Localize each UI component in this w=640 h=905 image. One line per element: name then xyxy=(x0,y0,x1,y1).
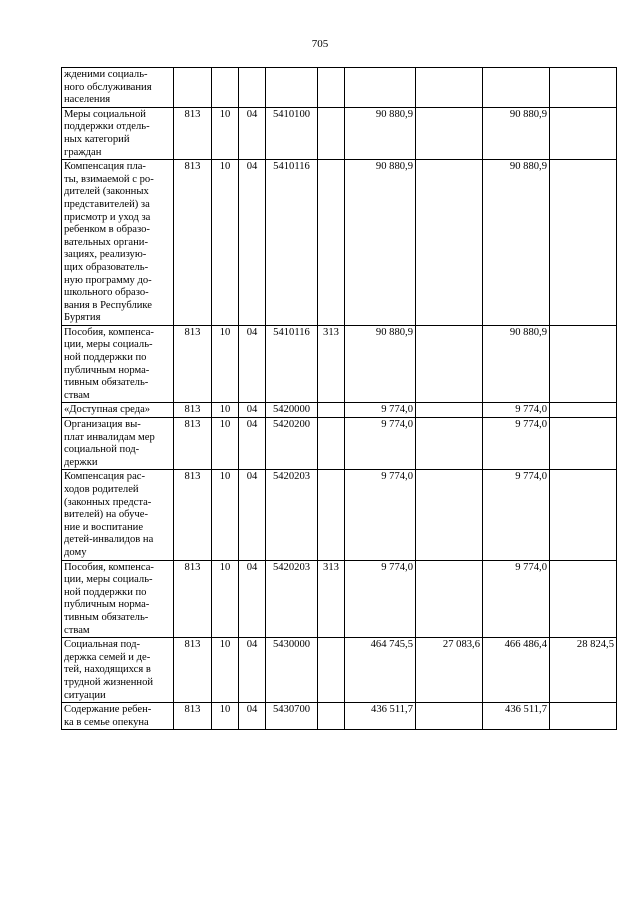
amount-cell-4 xyxy=(550,418,617,470)
amount-cell-2 xyxy=(416,68,483,108)
section-code-cell: 10 xyxy=(212,403,239,418)
subsection-code-cell: 04 xyxy=(239,325,266,403)
table-row xyxy=(62,470,617,560)
amount-cell-1: 436 511,7 xyxy=(345,703,416,730)
item-name-line: публичным норма- xyxy=(64,599,150,611)
target-article-cell xyxy=(266,68,318,108)
amount-cell-3: 9 774,0 xyxy=(483,418,550,470)
amount-cell-3: 466 486,4 xyxy=(483,638,550,703)
amount-cell-2 xyxy=(416,560,483,638)
expense-type-cell xyxy=(318,418,345,470)
item-name-cell xyxy=(62,638,174,703)
item-name-line: ребенком в образо- xyxy=(64,224,150,236)
item-name-line: вания в Республике xyxy=(64,299,152,311)
item-name-line: Содержание ребен- xyxy=(64,704,152,716)
item-name-line: Бурятия xyxy=(64,312,101,324)
target-article-cell: 5420203 xyxy=(266,470,318,560)
admin-code-cell: 813 xyxy=(174,470,212,560)
item-name-line: детей-инвалидов на xyxy=(64,534,154,546)
item-name-line: ной поддержки по xyxy=(64,352,147,364)
item-name-line: тивным обязатель- xyxy=(64,377,149,389)
table-row xyxy=(62,160,617,326)
section-code-cell: 10 xyxy=(212,638,239,703)
item-name-cell xyxy=(62,160,174,326)
item-name-cell xyxy=(62,560,174,638)
amount-cell-4 xyxy=(550,325,617,403)
item-name-cell xyxy=(62,703,174,730)
item-name-cell xyxy=(62,325,174,403)
amount-cell-4 xyxy=(550,68,617,108)
expense-type-cell xyxy=(318,107,345,159)
item-name-line: ходов родителей xyxy=(64,484,139,495)
item-name-line: вителей) на обуче- xyxy=(64,509,148,521)
item-name-line: (законных предста- xyxy=(64,496,152,508)
amount-cell-3: 9 774,0 xyxy=(483,470,550,560)
section-code-cell: 10 xyxy=(212,418,239,470)
section-code-cell: 10 xyxy=(212,160,239,326)
amount-cell-4 xyxy=(550,107,617,159)
amount-cell-2 xyxy=(416,703,483,730)
admin-code-cell xyxy=(174,68,212,108)
item-name-cell xyxy=(62,403,174,418)
target-article-cell: 5420200 xyxy=(266,418,318,470)
subsection-code-cell: 04 xyxy=(239,470,266,560)
item-name-cell xyxy=(62,418,174,470)
admin-code-cell: 813 xyxy=(174,107,212,159)
admin-code-cell: 813 xyxy=(174,403,212,418)
amount-cell-3: 9 774,0 xyxy=(483,403,550,418)
table-row xyxy=(62,418,617,470)
item-name-line: ных категорий xyxy=(64,133,130,145)
item-name-line: ции, меры социаль- xyxy=(64,339,153,351)
target-article-cell: 5430700 xyxy=(266,703,318,730)
item-name-line: ты, взимаемой с ро- xyxy=(64,173,154,185)
amount-cell-2 xyxy=(416,403,483,418)
item-name-line: населения xyxy=(64,94,111,106)
table-row xyxy=(62,107,617,159)
amount-cell-1: 9 774,0 xyxy=(345,470,416,560)
item-name-line: тей, находящихся в xyxy=(64,664,151,676)
admin-code-cell: 813 xyxy=(174,560,212,638)
expense-type-cell xyxy=(318,638,345,703)
item-name-line: граждан xyxy=(64,146,102,158)
target-article-cell: 5420203 xyxy=(266,560,318,638)
table-row xyxy=(62,403,617,418)
target-article-cell: 5410100 xyxy=(266,107,318,159)
section-code-cell xyxy=(212,68,239,108)
target-article-cell: 5410116 xyxy=(266,325,318,403)
item-name-line: трудной жизненной xyxy=(64,676,154,688)
amount-cell-4 xyxy=(550,160,617,326)
section-code-cell: 10 xyxy=(212,107,239,159)
item-name-line: дителей (законных xyxy=(64,186,149,198)
item-name-line: Компенсация пла- xyxy=(64,161,146,173)
expense-type-cell xyxy=(318,403,345,418)
item-name-line: представителей) за xyxy=(64,198,150,210)
item-name-line: держки xyxy=(64,456,98,468)
item-name-line: зациях, реализую- xyxy=(64,249,147,261)
subsection-code-cell: 04 xyxy=(239,638,266,703)
item-name-line: плат инвалидам мер xyxy=(64,431,155,443)
item-name-line: ной поддержки по xyxy=(64,586,147,598)
amount-cell-4: 28 824,5 xyxy=(550,638,617,703)
page-number: 705 xyxy=(311,38,329,50)
item-name-line: жденими социаль- xyxy=(64,69,148,80)
table-row xyxy=(62,638,617,703)
amount-cell-2: 27 083,6 xyxy=(416,638,483,703)
admin-code-cell: 813 xyxy=(174,418,212,470)
expense-type-cell: 313 xyxy=(318,325,345,403)
amount-cell-2 xyxy=(416,418,483,470)
amount-cell-2 xyxy=(416,470,483,560)
item-name-line: тивным обязатель- xyxy=(64,611,149,623)
item-name-line: Пособия, компенса- xyxy=(64,326,154,338)
item-name-line: социальной под- xyxy=(64,444,140,456)
item-name-line: Пособия, компенса- xyxy=(64,561,154,573)
expense-type-cell xyxy=(318,470,345,560)
amount-cell-2 xyxy=(416,325,483,403)
item-name-line: щих образователь- xyxy=(64,261,149,273)
target-article-cell: 5420000 xyxy=(266,403,318,418)
amount-cell-4 xyxy=(550,470,617,560)
admin-code-cell: 813 xyxy=(174,160,212,326)
amount-cell-1 xyxy=(345,68,416,108)
amount-cell-1: 464 745,5 xyxy=(345,638,416,703)
amount-cell-4 xyxy=(550,560,617,638)
expense-type-cell xyxy=(318,68,345,108)
amount-cell-2 xyxy=(416,107,483,159)
amount-cell-4 xyxy=(550,703,617,730)
item-name-line: школьного образо- xyxy=(64,287,149,299)
item-name-line: ствам xyxy=(64,389,90,401)
admin-code-cell: 813 xyxy=(174,638,212,703)
expense-type-cell: 313 xyxy=(318,560,345,638)
item-name-line: вательных органи- xyxy=(64,236,148,248)
item-name-line: ции, меры социаль- xyxy=(64,574,153,586)
section-code-cell: 10 xyxy=(212,703,239,730)
table-row xyxy=(62,703,617,730)
admin-code-cell: 813 xyxy=(174,703,212,730)
amount-cell-3: 90 880,9 xyxy=(483,325,550,403)
subsection-code-cell xyxy=(239,68,266,108)
amount-cell-3: 90 880,9 xyxy=(483,160,550,326)
item-name-line: ствам xyxy=(64,624,90,636)
admin-code-cell: 813 xyxy=(174,325,212,403)
item-name-line: ние и воспитание xyxy=(64,521,144,533)
item-name-line: ного обслуживания xyxy=(64,81,152,93)
item-name-line: ную программу до- xyxy=(64,274,152,286)
amount-cell-1: 90 880,9 xyxy=(345,160,416,326)
item-name-line: ситуации xyxy=(64,689,106,701)
amount-cell-1: 90 880,9 xyxy=(345,107,416,159)
amount-cell-3: 9 774,0 xyxy=(483,560,550,638)
item-name-line: дому xyxy=(64,546,87,558)
target-article-cell: 5430000 xyxy=(266,638,318,703)
item-name-line: Социальная под- xyxy=(64,639,141,651)
section-code-cell: 10 xyxy=(212,560,239,638)
amount-cell-2 xyxy=(416,160,483,326)
amount-cell-4 xyxy=(550,403,617,418)
item-name-line: держка семей и де- xyxy=(64,651,151,663)
subsection-code-cell: 04 xyxy=(239,703,266,730)
subsection-code-cell: 04 xyxy=(239,418,266,470)
amount-cell-3: 90 880,9 xyxy=(483,107,550,159)
section-code-cell: 10 xyxy=(212,470,239,560)
table-body xyxy=(62,68,617,730)
subsection-code-cell: 04 xyxy=(239,107,266,159)
expense-type-cell xyxy=(318,703,345,730)
item-name-cell xyxy=(62,470,174,560)
item-name-line: присмотр и уход за xyxy=(64,211,151,223)
item-name-line: Организация вы- xyxy=(64,419,141,431)
amount-cell-1: 90 880,9 xyxy=(345,325,416,403)
amount-cell-1: 9 774,0 xyxy=(345,403,416,418)
table-row xyxy=(62,325,617,403)
section-code-cell: 10 xyxy=(212,325,239,403)
subsection-code-cell: 04 xyxy=(239,160,266,326)
table-row xyxy=(62,68,617,108)
budget-table xyxy=(61,67,617,730)
target-article-cell: 5410116 xyxy=(266,160,318,326)
item-name-line: поддержки отдель- xyxy=(64,121,150,133)
amount-cell-3 xyxy=(483,68,550,108)
item-name-line: Меры социальной xyxy=(64,108,146,120)
table-row xyxy=(62,560,617,638)
item-name-line: ка в семье опекуна xyxy=(64,716,149,728)
amount-cell-1: 9 774,0 xyxy=(345,560,416,638)
expense-type-cell xyxy=(318,160,345,326)
subsection-code-cell: 04 xyxy=(239,403,266,418)
amount-cell-3: 436 511,7 xyxy=(483,703,550,730)
amount-cell-1: 9 774,0 xyxy=(345,418,416,470)
item-name-line: публичным норма- xyxy=(64,364,150,376)
item-name-line: «Доступная среда» xyxy=(64,404,151,416)
item-name-line: Компенсация рас- xyxy=(64,471,145,483)
item-name-cell xyxy=(62,107,174,159)
item-name-cell xyxy=(62,68,174,108)
subsection-code-cell: 04 xyxy=(239,560,266,638)
